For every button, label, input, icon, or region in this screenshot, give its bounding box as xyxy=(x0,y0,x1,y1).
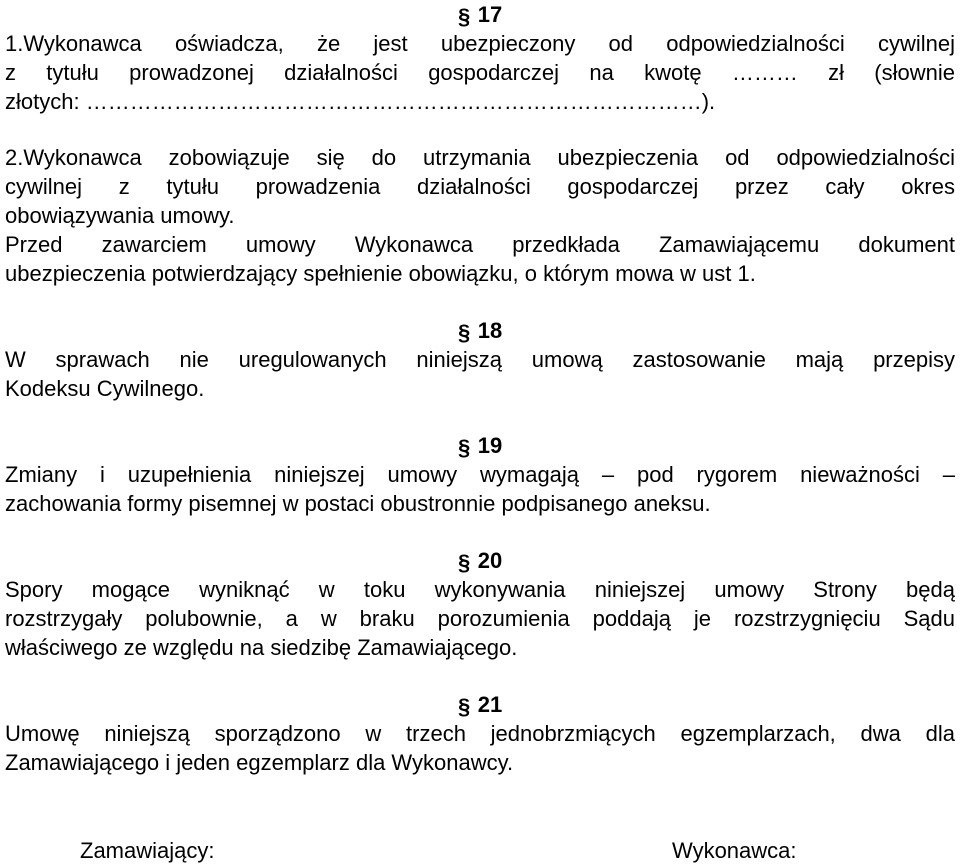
signature-block xyxy=(80,836,820,865)
text-line: W sprawach nie uregulowanych niniejszą umową zastosowanie mają przepisy xyxy=(5,347,955,372)
svg-text:§: § xyxy=(457,4,470,28)
text-line: Kodeksu Cywilnego. xyxy=(5,376,205,401)
section-number: 17 xyxy=(477,2,503,27)
section-body-18 xyxy=(5,345,955,403)
signature-label-contractor: Wykonawca: xyxy=(672,838,797,863)
section-heading-18 xyxy=(5,316,955,345)
signature-label-contracting-party: Zamawiający: xyxy=(80,838,215,863)
section-sign-icon xyxy=(457,2,472,28)
section-body-19 xyxy=(5,460,955,518)
section-heading-19 xyxy=(5,431,955,460)
svg-text:§: § xyxy=(457,694,470,718)
section-body-20 xyxy=(5,575,955,662)
section-number: 20 xyxy=(477,548,503,573)
section-number: 18 xyxy=(477,318,503,343)
section-body-17 xyxy=(5,29,955,288)
text-line: złotych: …………………………………………………………………………). xyxy=(5,89,716,114)
section-sign-icon xyxy=(457,433,472,459)
text-line: zachowania formy pisemnej w postaci obustronnie podpisanego aneksu. xyxy=(5,491,711,516)
section-sign-icon xyxy=(457,548,472,574)
section-heading-21 xyxy=(5,690,955,719)
section-heading-17 xyxy=(5,0,955,29)
text-line: cywilnej z tytułu prowadzenia działalności gospodarczej przez cały okres xyxy=(5,174,955,199)
text-line: Zmiany i uzupełnienia niniejszej umowy wymagają – pod rygorem nieważności – xyxy=(5,462,955,487)
text-line: Przed zawarciem umowy Wykonawca przedkłada Zamawiającemu dokument xyxy=(5,232,955,257)
section-heading-20 xyxy=(5,546,955,575)
text-line: ubezpieczenia potwierdzający spełnienie obowiązku, o którym mowa w ust 1. xyxy=(5,261,756,286)
document-page xyxy=(5,0,955,777)
text-line: Umowę niniejszą sporządzono w trzech jednobrzmiących egzemplarzach, dwa dla xyxy=(5,721,955,746)
text-line: 2.Wykonawca zobowiązuje się do utrzymania ubezpieczenia od odpowiedzialności xyxy=(5,145,955,170)
section-number: 19 xyxy=(477,433,503,458)
text-line: 1.Wykonawca oświadcza, że jest ubezpieczony od odpowiedzialności cywilnej xyxy=(5,31,955,56)
svg-text:§: § xyxy=(457,320,470,344)
section-sign-icon xyxy=(457,692,472,718)
text-line: Zamawiającego i jeden egzemplarz dla Wykonawcy. xyxy=(5,750,514,775)
text-line: Spory mogące wyniknąć w toku wykonywania niniejszej umowy Strony będą xyxy=(5,577,955,602)
svg-text:§: § xyxy=(457,435,470,459)
section-sign-icon xyxy=(457,318,472,344)
text-line: z tytułu prowadzonej działalności gospodarczej na kwotę ……… zł (słownie xyxy=(5,60,955,85)
text-line: właściwego ze względu na siedzibę Zamawiającego. xyxy=(5,635,518,660)
section-number: 21 xyxy=(477,692,503,717)
section-body-21 xyxy=(5,719,955,777)
text-line: rozstrzygały polubownie, a w braku porozumienia poddają je rozstrzygnięciu Sądu xyxy=(5,606,955,631)
svg-text:§: § xyxy=(457,550,470,574)
text-line: obowiązywania umowy. xyxy=(5,203,235,228)
